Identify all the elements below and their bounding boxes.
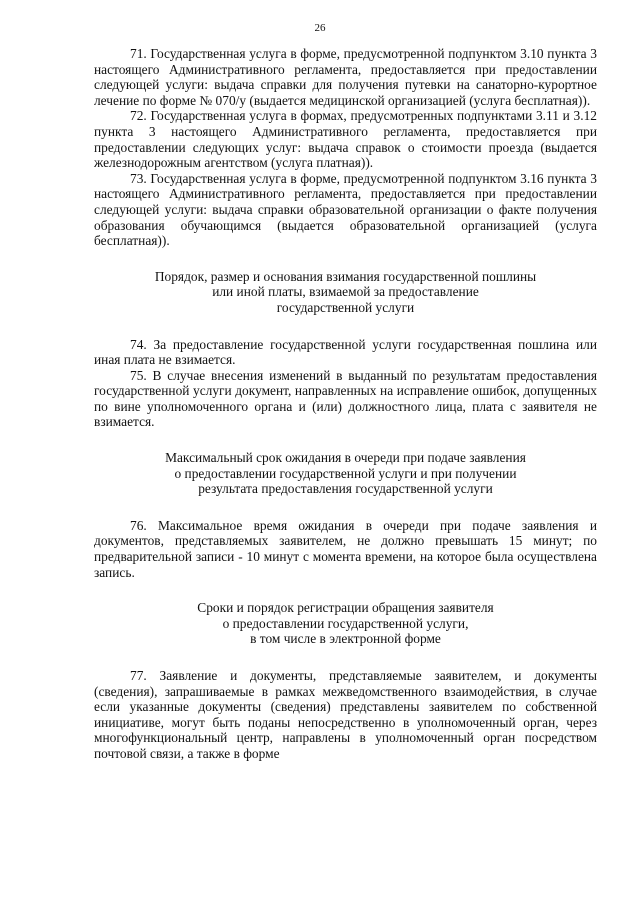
heading-line: о предоставлении государственной услуги и при получении: [174, 465, 517, 481]
heading-line: в том числе в электронной форме: [250, 631, 441, 647]
paragraph-74: 74. За предоставление государственной услуги государственная пошлина или иная плата не взимается.: [94, 336, 597, 368]
heading-line: Сроки и порядок регистрации обращения заявителя: [197, 600, 494, 616]
section-heading-queue: [94, 450, 597, 497]
heading-line: или иной платы, взимаемой за предоставление: [212, 284, 479, 300]
heading-line: результата предоставления государственной услуги: [198, 481, 493, 497]
paragraph-76: 76. Максимальное время ожидания в очереди при подаче заявления и документов, представляемых заявителем, не должно превышать 15 минут; по предварительной записи - 10 минут с момента времени, на которое была осуществлена запись.: [94, 517, 597, 580]
paragraph-75: 75. В случае внесения изменений в выданный по результатам предоставления государственной услуги документ, направленных на исправление ошибок, допущенных по вине уполномоченного органа и (или) должностного лица, плата с заявителя не взимается.: [94, 367, 597, 430]
heading-line: государственной услуги: [276, 299, 415, 315]
paragraph-72: 72. Государственная услуга в формах, предусмотренных подпунктами 3.11 и 3.12 пункта 3 настоящего Административного регламента, предоставляется при предоставлении следующих услуг: выдача справок о стоимости проезда (выдается железнодорожным агентством (услуга платная)).: [94, 108, 597, 171]
paragraph-77: 77. Заявление и документы, представляемые заявителем, и документы (сведения), запрашиваемые в рамках межведомственного взаимодействия, в случае если указанные документы (сведения) представлены заявителем по собственной инициативе, могут быть поданы непосредственно в уполномоченный орган, через многофункциональный центр, направлены в уполномоченный орган посредством почтовой связи, а также в форме: [94, 668, 597, 761]
paragraph-71: 71. Государственная услуга в форме, предусмотренной подпунктом 3.10 пункта 3 настоящего Административного регламента, предоставляется при предоставлении следующей услуги: выдача справки для получения путевки на санаторно-курортное лечение по форме № 070/у (выдается медицинской организацией (услуга бесплатная)).: [94, 46, 597, 108]
heading-line: Максимальный срок ожидания в очереди при подаче заявления: [165, 450, 526, 466]
page-body: [94, 46, 597, 762]
section-heading-registration: [94, 600, 597, 647]
page-number: 26: [314, 22, 326, 34]
paragraph-73: 73. Государственная услуга в форме, предусмотренной подпунктом 3.16 пункта 3 настоящего Административного регламента, предоставляется при предоставлении следующей услуги: выдача справки образовательной организации о факте получения образования обучающимся (выдается образовательной организацией (услуга бесплатная)).: [94, 170, 597, 249]
heading-line: о предоставлении государственной услуги,: [222, 615, 469, 631]
section-heading-fee: [94, 269, 597, 316]
heading-line: Порядок, размер и основания взимания государственной пошлины: [154, 268, 537, 284]
